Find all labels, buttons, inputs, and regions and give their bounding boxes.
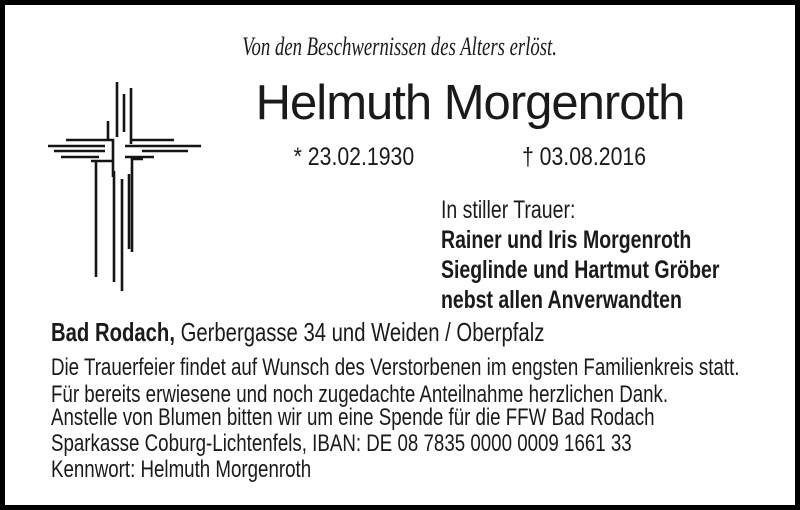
donation-note <box>51 405 655 483</box>
city-name: Bad Rodach, <box>51 317 175 347</box>
funeral-note <box>51 354 739 408</box>
epitaph-text: Von den Beschwernissen des Alters erlöst. <box>242 32 558 61</box>
address-line <box>51 317 544 348</box>
mourner-line-3: nebst allen Anverwandten <box>441 286 682 314</box>
death-date: † 03.08.2016 <box>521 143 646 171</box>
funeral-note-line-1: Die Trauerfeier findet auf Wunsch des Verstorbenen im engsten Familienkreis statt. <box>51 354 740 381</box>
life-dates <box>240 143 700 172</box>
mourner-line-2: Sieglinde und Hartmut Gröber <box>441 256 720 284</box>
donation-note-line-1: Anstelle von Blumen bitten wir um eine Spende für die FFW Bad Rodach <box>51 404 655 431</box>
deceased-name: Helmuth Morgenroth <box>255 76 685 130</box>
donation-note-line-3: Kennwort: Helmuth Morgenroth <box>51 456 312 483</box>
mourning-block <box>441 195 719 315</box>
mourner-line-1: Rainer und Iris Morgenroth <box>441 226 692 254</box>
address-rest: Gerbergasse 34 und Weiden / Oberpfalz <box>174 317 545 347</box>
donation-note-line-2: Sparkasse Coburg-Lichtenfels, IBAN: DE 08 7835 0000 0009 1661 33 <box>51 430 632 457</box>
funeral-note-line-2: Für bereits erwiesene und noch zugedachte Anteilnahme herzlichen Dank. <box>51 381 669 408</box>
memorial-cross-icon <box>45 67 205 307</box>
epitaph-line <box>5 32 795 62</box>
birth-date: * 23.02.1930 <box>293 143 415 171</box>
mourning-intro: In stiller Trauer: <box>441 196 576 224</box>
